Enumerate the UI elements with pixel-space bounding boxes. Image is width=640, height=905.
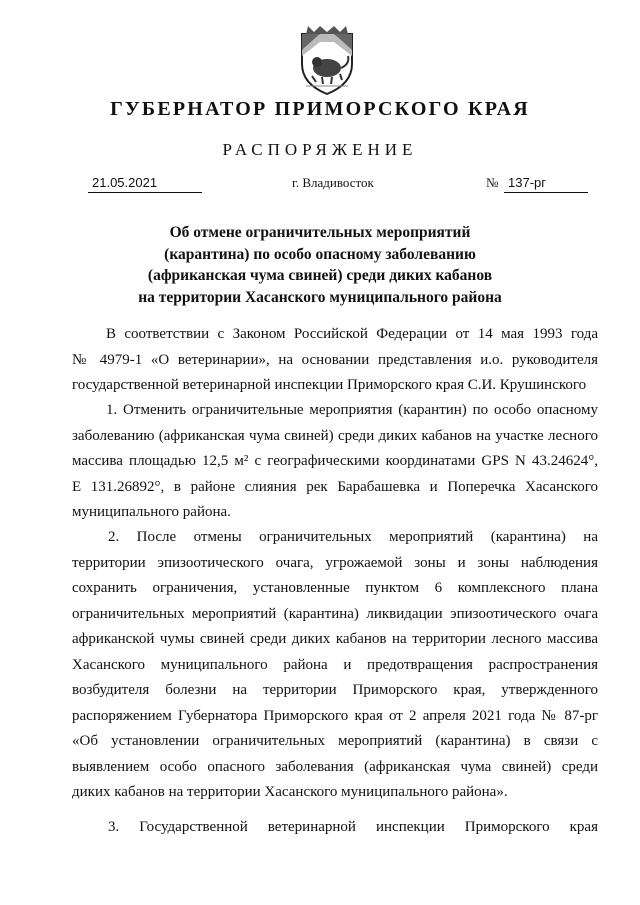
text-line: диких кабанов на территории Хасанского муниципального района». xyxy=(72,784,508,800)
text-line: возбудителя болезни на территории Приморского края, утвержденного xyxy=(72,682,598,698)
title-line: Об отмене ограничительных мероприятий xyxy=(169,224,471,241)
organization-title: ГУБЕРНАТОР ПРИМОРСКОГО КРАЯ xyxy=(110,98,530,120)
document-number: 137-рг xyxy=(504,174,588,193)
text-line: заболеванию (африканская чума свиней) среди диких кабанов на участке лесного xyxy=(72,427,598,444)
coat-of-arms-icon xyxy=(296,24,358,96)
item-2-paragraph xyxy=(72,525,598,806)
text-line: В соответствии с Законом Российской Федерации от 14 мая 1993 года xyxy=(106,326,598,342)
text-line: Хасанского муниципального района и предотвращения распространения xyxy=(72,656,598,673)
document-date: 21.05.2021 xyxy=(88,174,202,193)
text-line: 1. Отменить ограничительные мероприятия (карантин) по особо опасному xyxy=(106,402,598,418)
document-type: РАСПОРЯЖЕНИЕ xyxy=(222,140,418,159)
intro-paragraph xyxy=(72,322,598,399)
text-line: муниципального района. xyxy=(72,504,231,520)
document-title xyxy=(100,222,540,308)
text-line: 2. После отмены ограничительных мероприятий (карантина) на xyxy=(108,529,598,545)
title-line: на территории Хасанского муниципального района xyxy=(138,288,502,306)
text-line: ограничительных мероприятий (карантина) ликвидации эпизоотического очага xyxy=(72,605,598,622)
text-line: распоряжением Губернатора Приморского края от 2 апреля 2021 года № 87-рг xyxy=(72,707,598,724)
item-1-paragraph xyxy=(72,398,598,526)
title-line: (карантина) по особо опасному заболеванию xyxy=(164,245,476,263)
text-line: сохранить ограничения, установленные пунктом 6 комплексного плана xyxy=(72,580,598,596)
item-3-paragraph xyxy=(72,815,598,841)
text-line: выявлением особо опасного заболевания (африканская чума свиней) среди xyxy=(72,758,598,775)
document-city: г. Владивосток xyxy=(292,175,374,190)
text-line: государственной ветеринарной инспекции Приморского края С.И. Крушинского xyxy=(72,377,587,393)
number-sign: № xyxy=(486,175,499,190)
text-line: 3. Государственной ветеринарной инспекции Приморского края xyxy=(108,819,598,835)
text-line: «Об установлении ограничительных мероприятий (карантина) в связи с xyxy=(72,733,598,749)
document-meta-row xyxy=(0,174,640,198)
title-line: (африканская чума свиней) среди диких кабанов xyxy=(147,267,493,284)
text-line: E 131.26892°, в районе слияния рек Барабашевка и Поперечка Хасанского xyxy=(72,478,598,495)
text-line: массива площадью 12,5 м² с географическими координатами GPS N 43.24624°, xyxy=(72,453,598,469)
text-line: № 4979-1 «О ветеринарии», на основании представления и.о. руководителя xyxy=(72,351,598,368)
text-line: африканской чумы свиней среди диких кабанов на территории лесного массива xyxy=(72,631,598,647)
text-line: территории эпизоотического очага, угрожаемой зоны и зоны наблюдения xyxy=(72,554,598,571)
